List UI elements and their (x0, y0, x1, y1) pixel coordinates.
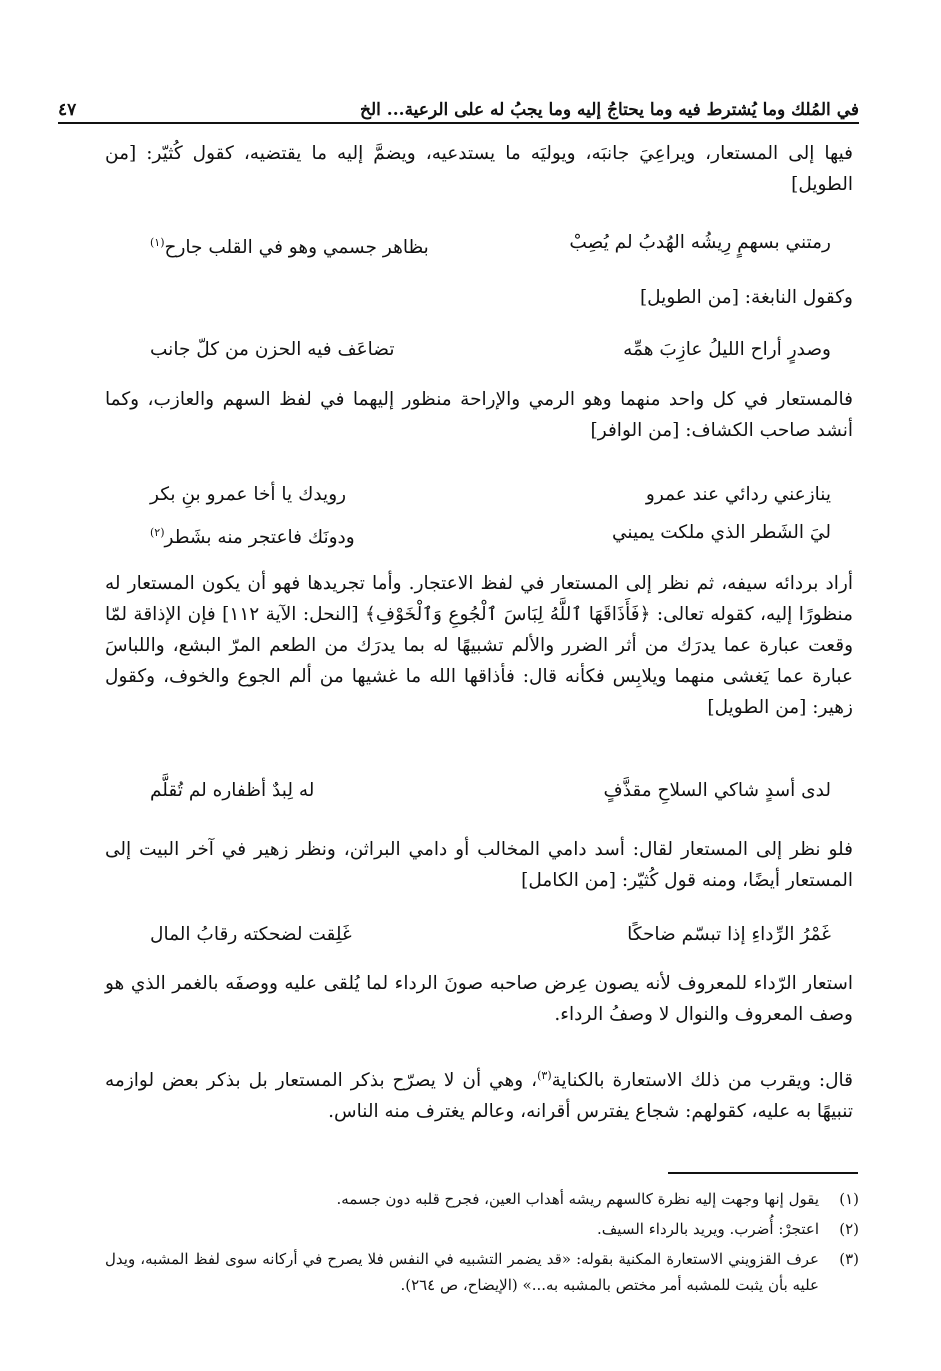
verse-left-hemistich: بظاهر جسمي وهو في القلب جارح$^{(١)}$ (150, 236, 429, 259)
footnote-text: عرف القزويني الاستعارة المكنية بقوله: «قد يضمر التشبيه في النفس فلا يصرح في أركانه سوى لفظ المشبه، ويدل عليه بأن يثبت للمشبه أمر مختص بالمشبه به...» (الإيضاح، ص ٢٦٤). (105, 1250, 819, 1294)
paragraph-7: قال: ويقرب من ذلك الاستعارة بالكناية$^{(٣)}$، وهي أن لا يصرّح بذكر المستعار بل بذكر بعض لوازمه تنبيهًا به عليه، كقولهم: شجاع يفترس أقرانه، وعالم يغترف منه الناس. (105, 1069, 853, 1123)
footnote-ref: (٢) (150, 526, 165, 539)
footnote-number: (٢) (839, 1220, 859, 1238)
paragraph-6: استعار الرّداء للمعروف لأنه يصون عِرض صاحبه صونَ الرداء لما يُلقى عليه ووصفَه بالغمر الذي هو وصف المعروف والنوال لا وصفُ الرداء. (105, 973, 853, 1025)
running-title: في المُلك وما يُشترط فيه وما يحتاجُ إليه وما يجبُ له على الرعية... الخ (360, 100, 859, 120)
verse-right-hemistich: لدى أسدٍ شاكي السلاحِ مقذَّفٍ (603, 780, 831, 801)
footnote-number: (١) (839, 1190, 859, 1208)
footnote-number: (٣) (839, 1250, 859, 1268)
footnote-ref: (١) (150, 236, 165, 249)
footnote-text: يقول إنها وجهت إليه نظرة كالسهم ريشه أهداب العين، فجرح قلبه دون جسمه. (336, 1190, 819, 1208)
verse-right-hemistich: غَمْرُ الرِّداءِ إذا تبسّم ضاحكًا (627, 924, 831, 945)
verse-2 (150, 333, 831, 367)
verse-left-hemistich: له لِبدٌ أظفاره لم تُقلَّم (150, 780, 315, 801)
verse-left-hemistich: رويدك يا أخا عمرو بنِ بكر (150, 484, 347, 505)
verse-5 (150, 774, 831, 808)
verse-left-hemistich: غَلِقت لضحكته رقابُ المال (150, 924, 352, 945)
verse-left-hemistich: تضاعَف فيه الحزن من كلّ جانب (150, 339, 395, 360)
footnote-rule (668, 1172, 858, 1174)
verse-right-hemistich: وصدرٍ أراح الليلُ عازِبَ همِّه (623, 339, 831, 360)
paragraph-1: فيها إلى المستعار، ويراعِيَ جانبَه، ويوليَه ما يستدعيه، ويضمَّ إليه ما يقتضيه، كقول كُثيّر: [من الطويل] (105, 143, 853, 195)
verse-4 (150, 516, 831, 555)
verse-right-hemistich: ليَ الشَطر الذي ملكت يميني (611, 522, 831, 543)
paragraph-2: وكقول النابغة: [من الطويل] (639, 287, 853, 308)
footnote-3 (105, 1246, 859, 1298)
verse-1 (150, 226, 831, 265)
paragraph-3: فالمستعار في كل واحد منهما وهو الرمي والإراحة منظور إليهما في لفظ السهم والعازب، وكما أنشد صاحب الكشاف: [من الوافر] (105, 389, 853, 441)
verse-right-hemistich: رمتني بسهمٍ رِيشُه الهُدبُ لم يُصِبْ (569, 232, 831, 253)
verse-6 (150, 918, 831, 952)
footnote-text: اعتجرْ: أُضرب. ويريد بالرداء السيف. (597, 1220, 819, 1238)
paragraph-5: فلو نظر إلى المستعار لقال: أسد دامي المخالب أو دامي البراثن، ونظر زهير في آخر البيت إلى المستعار أيضًا، ومنه قول كُثيّر: [من الكامل] (105, 839, 853, 891)
verse-3 (150, 478, 831, 512)
page-number: ٤٧ (58, 100, 77, 120)
verse-right-hemistich: ينازعني ردائي عند عمرو (645, 484, 831, 505)
page-header (58, 86, 859, 120)
footnote-1 (105, 1186, 859, 1212)
footnote-2 (105, 1216, 859, 1242)
footnotes (105, 1186, 859, 1302)
header-rule (58, 122, 859, 124)
verse-left-hemistich: ودونَك فاعتجر منه بشَطر$^{(٢)}$ (150, 526, 355, 549)
paragraph-4: أراد بردائه سيفه، ثم نظر إلى المستعار في لفظ الاعتجار. وأما تجريدها فهو أن يكون المستعار له منظورًا إليه، كقوله تعالى: ﴿فَأَذَاقَهَا ٱللَّهُ لِبَاسَ ٱلْجُوعِ وَٱلْخَوْفِ﴾ [النحل: الآية ١١٢] فإن الإذاقة لمّا وقعت عبارة عما يدرَك من أثر الضرر والألم تشبيهًا له بما يدرَك من الطعم المرّ البشع، واللباسَ عبارة عما يَغشى منهما ويلابِس فكأنه قال: فأذاقها الله ما غشيها من ألم الجوع والخوف، وكقول زهير: [من الطويل] (105, 573, 853, 718)
footnote-ref: (٣) (537, 1069, 552, 1082)
